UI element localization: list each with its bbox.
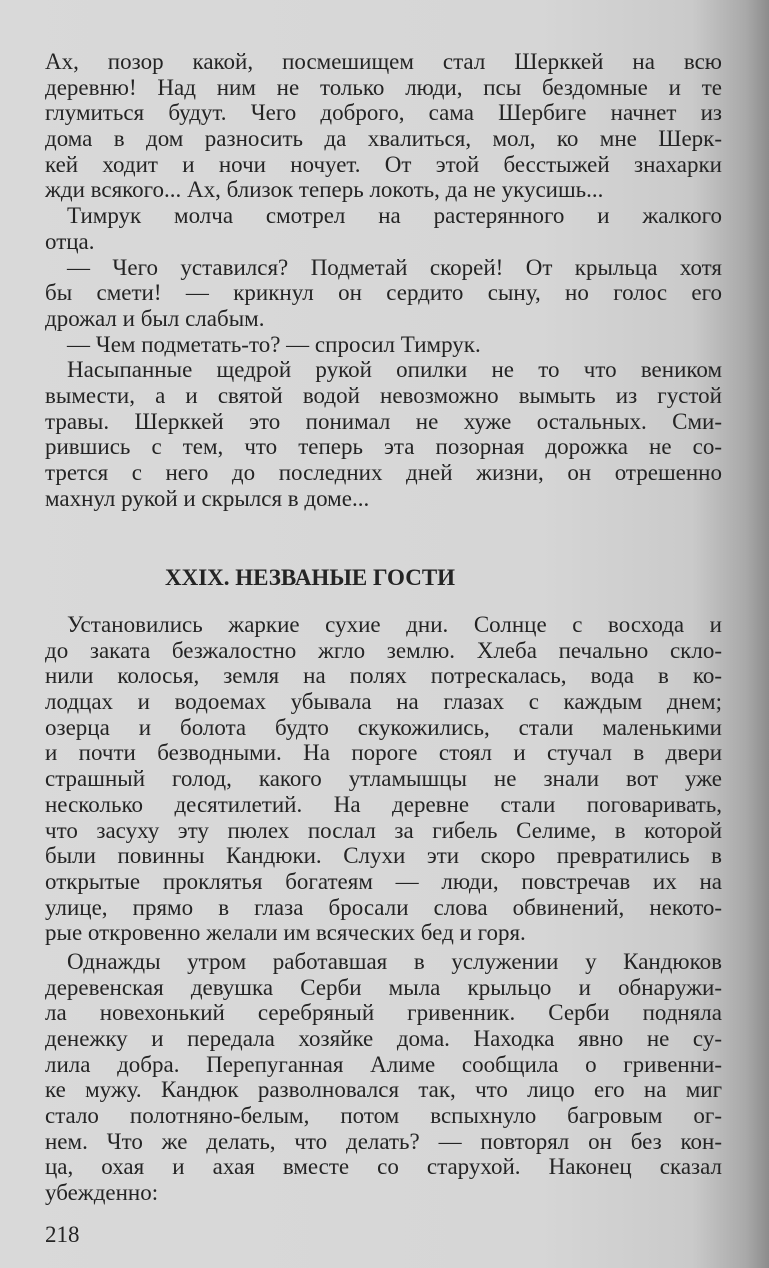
- text-section-2: [45, 612, 722, 1206]
- text-line: и почти безводными. На пороге стоял и стучал в двери: [45, 740, 722, 766]
- text-line: денежку и передала хозяйке дома. Находка явно не су-: [45, 1026, 722, 1051]
- text-line: лодцах и водоемах убывала на глазах с каждым днем;: [45, 689, 722, 715]
- text-line: деревенская девушка Серби мыла крыльцо и обнаружи-: [45, 974, 722, 1000]
- text-line: деревню! Над ним не только люди, псы бездомные и те: [45, 74, 722, 100]
- text-line: стало полотняно-белым, потом вспыхнуло багровым ог-: [45, 1103, 722, 1129]
- text-line: страшный голод, какого утламышцы не знали вот уже: [45, 766, 722, 792]
- paragraph: [45, 332, 722, 358]
- text-line: — Чем подметать-то? — спросил Тимрук.: [67, 331, 481, 357]
- text-line: ке мужу. Кандюк разволновался так, что лицо его на миг: [45, 1077, 722, 1103]
- text-line: Тимрук молча смотрел на растерянного и жалкого: [67, 203, 722, 229]
- paragraph: [45, 203, 722, 254]
- text-line: Установились жаркие сухие дни. Солнце с восхода и: [67, 612, 722, 637]
- text-line: до заката безжалостно жгло землю. Хлеба печально скло-: [45, 637, 722, 663]
- text-line: озерца и болота будто скукожились, стали маленькими: [45, 714, 722, 740]
- text-line: — Чего уставился? Подметай скорей! От крыльца хотя: [67, 254, 722, 280]
- page-number: 218: [45, 1222, 80, 1247]
- text-line: лила добра. Перепуганная Алиме сообщила о гривенни-: [45, 1051, 722, 1077]
- paragraph: [45, 255, 722, 332]
- text-line: убежденно:: [45, 1180, 159, 1206]
- text-line: Ах, позор какой, посмешищем стал Шерккей на всю: [45, 49, 722, 74]
- text-line: дома в дом разносить да хвалиться, мол, ко мне Шерк-: [45, 126, 722, 152]
- text-line: улице, прямо в глаза бросали слова обвинений, некото-: [45, 894, 722, 920]
- text-line: нем. Что же делать, что делать? — повторял он без кон-: [45, 1128, 722, 1154]
- text-line: что засуху эту пюлех послал за гибель Селиме, в которой: [45, 817, 722, 843]
- text-line: несколько десятилетий. На деревне стали поговаривать,: [45, 791, 722, 817]
- text-line: дрожал и был слабым.: [45, 305, 265, 331]
- text-section-1: [45, 49, 722, 511]
- text-line: отца.: [45, 228, 95, 254]
- text-line: трется с него до последних дней жизни, он отрешенно: [45, 460, 722, 485]
- chapter-heading: XXIX. НЕЗВАНЫЕ ГОСТИ: [165, 565, 456, 590]
- text-line: махнул рукой и скрылся в доме...: [45, 485, 370, 511]
- text-line: ца, охая и ахая вместе со старухой. Наконец сказал: [45, 1154, 722, 1180]
- text-line: бы смети! — крикнул он сердито сыну, но голос его: [45, 280, 722, 306]
- text-line: ла новехонький серебряный гривенник. Серби подняла: [45, 1000, 722, 1026]
- text-line: кей ходит и ночи ночует. От этой бесстыжей знахарки: [45, 151, 722, 177]
- text-line: травы. Шерккей это понимал не хуже остальных. Сми-: [45, 408, 722, 434]
- text-line: Однажды утром работавшая в услужении у Кандюков: [67, 948, 722, 974]
- text-line: нили колосья, земля на полях потрескалась, вода в ко-: [45, 663, 722, 689]
- text-line: вымести, а и святой водой невозможно вымыть из густой: [45, 382, 722, 408]
- text-line: рые откровенно желали им всяческих бед и горя.: [45, 920, 526, 946]
- text-line: глумиться будут. Чего доброго, сама Шербиге начнет из: [45, 100, 722, 126]
- text-line: были повинны Кандюки. Слухи эти скоро превратились в: [45, 843, 722, 869]
- text-line: Насыпанные щедрой рукой опилки не то что веником: [67, 357, 722, 383]
- text-line: открытые проклятья богатеям — люди, повстречав их на: [45, 868, 722, 894]
- paragraph: [45, 49, 722, 203]
- text-line: рившись с тем, что теперь эта позорная дорожка не со-: [45, 434, 722, 460]
- paragraph: [45, 949, 722, 1206]
- paragraph: [45, 612, 722, 946]
- text-line: жди всякого... Ах, близок теперь локоть, да не укусишь...: [45, 177, 604, 203]
- paragraph: [45, 357, 722, 511]
